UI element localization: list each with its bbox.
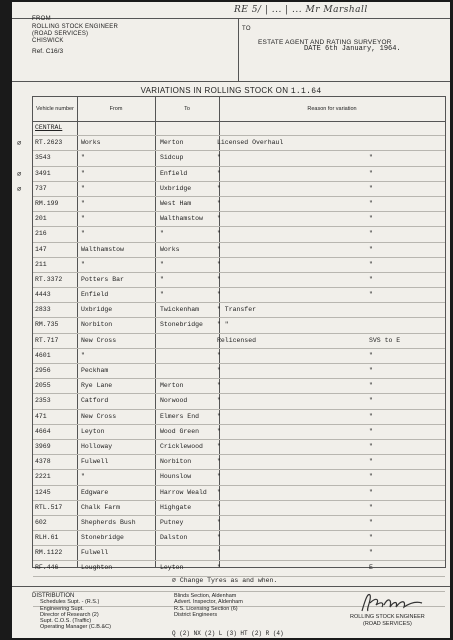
reason-extra: " [369, 199, 373, 207]
table-row [33, 303, 445, 318]
reason-extra: " [369, 397, 373, 405]
to-garage: West Ham [160, 199, 192, 207]
from-garage: Catford [81, 397, 109, 405]
reason-extra: " [369, 230, 373, 238]
to-label: TO [242, 26, 251, 32]
from-garage: Shepherds Bush [81, 518, 136, 526]
from-garage: Norbiton [81, 321, 113, 329]
reason-extra: " [369, 473, 373, 481]
from-garage: New Cross [81, 412, 117, 420]
vehicle-number: 201 [35, 215, 47, 223]
from-line: CHISWICK [32, 38, 64, 44]
vehicle-number: 3969 [35, 442, 51, 450]
table-row [33, 410, 445, 425]
signatory-line: (ROAD SERVICES) [362, 620, 412, 627]
vehicle-number: CENTRAL [35, 124, 63, 131]
reason-extra: " [369, 367, 373, 374]
from-garage: " [81, 473, 85, 481]
from-line: ROLLING STOCK ENGINEER [32, 24, 118, 30]
to-garage: Elmers End [160, 412, 200, 420]
distribution-item: Operating Manager (C.B.&C) [40, 624, 111, 631]
distribution-item: Supt. C.O.S. (Traffic) [40, 618, 92, 625]
table-row [33, 258, 445, 273]
from-address [32, 24, 118, 45]
from-garage: Holloway [81, 442, 113, 450]
signatory [350, 614, 425, 627]
reason-cell: " [217, 291, 221, 299]
reason-extra: " [369, 534, 373, 542]
from-garage: Fulwell [81, 458, 109, 466]
to-garage: Enfield [160, 169, 188, 177]
table-row [33, 288, 445, 303]
vehicle-number: 4664 [35, 427, 51, 435]
vehicle-number: RM.1122 [35, 549, 63, 557]
from-garage: " [81, 199, 85, 207]
distribution-item: Blinds Section, Aldenham [174, 593, 237, 599]
table-row [33, 561, 445, 576]
reason-cell: " [217, 549, 221, 557]
reason-extra: " [369, 351, 373, 359]
to-garage: Putney [160, 518, 184, 526]
to-garage: " [160, 291, 164, 299]
vehicle-number: 1245 [35, 488, 51, 496]
from-garage: " [81, 230, 85, 238]
reason-extra: " [369, 412, 373, 420]
reason-extra: " [369, 503, 373, 511]
table-row [33, 531, 445, 546]
reason-cell: " " [217, 321, 229, 329]
table-row [33, 273, 445, 288]
from-garage: New Cross [81, 336, 117, 344]
vehicle-number: 4378 [35, 458, 51, 466]
distribution-item: Director of Research (2) [40, 611, 99, 618]
to-garage: Highgate [160, 503, 192, 511]
reason-extra: E [369, 564, 373, 572]
distribution-item: Engineering Supt. [40, 605, 84, 612]
col-header-to: To [184, 106, 190, 112]
to-garage: Dalston [160, 534, 188, 542]
table-row [33, 425, 445, 440]
reason-cell: " Transfer [217, 306, 257, 314]
table-row [33, 486, 445, 501]
reason-extra: " [369, 518, 373, 526]
vehicle-number: 2055 [35, 382, 51, 390]
reason-extra: " [369, 442, 373, 450]
table-row [33, 212, 445, 227]
reason-extra: " [369, 215, 373, 223]
table-row [33, 455, 445, 470]
distribution-list-right [174, 593, 243, 618]
from-garage: " [81, 154, 85, 162]
to-garage: Sidcup [160, 154, 184, 162]
vehicle-number: 471 [35, 412, 47, 420]
table-row [33, 334, 445, 349]
from-garage: Stonebridge [81, 534, 124, 542]
reason-cell: " [217, 275, 221, 283]
header-divider [238, 19, 239, 81]
from-garage: Chalk Farm [81, 503, 121, 511]
reason-extra: " [369, 488, 373, 496]
to-garage: Walthamstow [160, 215, 203, 223]
footnote: ∅ Change Tyres as and when. [172, 577, 278, 584]
table-row [33, 243, 445, 258]
to-garage: Uxbridge [160, 184, 192, 192]
from-garage: Potters Bar [81, 275, 124, 283]
from-label: FROM [32, 16, 51, 22]
reason-cell: " [217, 184, 221, 192]
vehicle-number: RF.446 [35, 564, 59, 572]
reason-extra: " [369, 427, 373, 435]
vehicle-number: 2956 [35, 367, 51, 374]
reason-extra: " [369, 245, 373, 253]
vehicle-number: 2221 [35, 473, 51, 481]
table-row [33, 197, 445, 212]
to-garage: Leyton [160, 564, 184, 572]
to-garage: Cricklewood [160, 442, 203, 450]
memo-sheet [12, 2, 450, 638]
reason-cell: " [217, 351, 221, 359]
table-row [33, 227, 445, 242]
reason-cell: " [217, 564, 221, 572]
memo-date: DATE 6th January, 1964. [304, 45, 401, 53]
reason-cell: " [217, 534, 221, 542]
to-garage: " [160, 260, 164, 268]
reason-cell: " [217, 473, 221, 481]
to-garage: " [160, 230, 164, 238]
table-row [33, 440, 445, 455]
to-garage: Harrow Weald [160, 488, 207, 496]
to-garage: Works [160, 245, 180, 253]
to-garage: Stonebridge [160, 321, 203, 329]
reason-cell: Relicensed [217, 336, 257, 344]
from-garage: " [81, 215, 85, 223]
vehicle-number: 147 [35, 245, 47, 253]
reason-cell: " [217, 412, 221, 420]
vehicle-number: 3491 [35, 169, 51, 177]
col-header-vehicle: Vehicle number [36, 106, 74, 112]
to-garage: Hounslow [160, 473, 192, 481]
reason-extra: " [369, 154, 373, 162]
reason-cell: " [217, 245, 221, 253]
reason-extra: " [369, 260, 373, 268]
reason-cell: " [217, 154, 221, 162]
from-line: (ROAD SERVICES) [32, 31, 89, 37]
reason-cell: " [217, 442, 221, 450]
table-row [17, 136, 445, 151]
from-garage: Uxbridge [81, 306, 113, 314]
reason-cell: " [217, 518, 221, 526]
reason-cell: " [217, 230, 221, 238]
distribution-item: Schedules Supt. - (R.S.) [40, 599, 100, 606]
table-row [33, 546, 445, 561]
from-garage: " [81, 169, 85, 177]
table-row [33, 151, 445, 166]
reason-extra: SVS to E [369, 336, 401, 344]
reference: Ref. C16/3 [32, 48, 64, 55]
to-garage: " [160, 275, 164, 283]
reason-extra: " [369, 169, 373, 177]
to-garage: Norwood [160, 397, 188, 405]
reason-cell: " [217, 260, 221, 268]
reason-extra: " [369, 275, 373, 283]
from-garage: " [81, 184, 85, 192]
table-row [17, 182, 445, 197]
reason-extra: " [369, 382, 373, 390]
from-garage: Rye Lane [81, 382, 113, 390]
reason-cell: " [217, 169, 221, 177]
vehicle-number: 737 [35, 184, 47, 192]
distribution-codes: Q (2) NX (2) L (3) HT (2) R (4) [172, 630, 284, 637]
table-row [33, 394, 445, 409]
distribution-item: District Engineers [174, 611, 218, 618]
vehicle-number: RT.3372 [35, 275, 63, 283]
reason-cell: " [217, 458, 221, 466]
title-text: VARIATIONS IN ROLLING STOCK ON [140, 86, 289, 95]
from-garage: Edgware [81, 488, 109, 496]
from-garage: Enfield [81, 291, 109, 299]
from-garage: Loughton [81, 564, 113, 572]
distribution-item: Advert. Inspector, Aldenham [174, 599, 243, 606]
distribution-list-left [32, 593, 111, 631]
from-garage: " [81, 351, 85, 359]
title-date: 1.1.64 [290, 87, 322, 96]
document-title [12, 86, 450, 96]
table-row [33, 318, 445, 333]
row-marker: ∅ [17, 185, 22, 194]
vehicle-number: 2353 [35, 397, 51, 405]
vehicle-number: 4601 [35, 351, 51, 359]
reason-cell: " [217, 397, 221, 405]
vehicle-number: RT.2623 [35, 139, 63, 147]
reason-cell: " [217, 367, 221, 374]
reason-extra: " [369, 291, 373, 299]
signature-mark [358, 591, 438, 615]
to-garage: Wood Green [160, 427, 200, 435]
vehicle-number: RM.199 [35, 199, 59, 207]
to-garage: Norbiton [160, 458, 192, 466]
from-garage: Fulwell [81, 549, 109, 557]
reason-cell: " [217, 215, 221, 223]
table-body [17, 121, 445, 607]
row-marker: ∅ [17, 140, 22, 149]
reason-extra: " [369, 549, 373, 557]
vehicle-number: RLH.61 [35, 534, 59, 542]
table-header [33, 97, 445, 122]
variations-table [17, 96, 446, 572]
col-header-reason: Reason for variation [307, 106, 357, 112]
reason-cell: " [217, 427, 221, 435]
vehicle-number: 211 [35, 260, 47, 268]
table-row [33, 501, 445, 516]
table-row [33, 379, 445, 394]
to-garage: Merton [160, 382, 184, 390]
table-row [33, 349, 445, 364]
reason-cell: Licensed Overhaul [217, 139, 284, 147]
col-header-from: From [109, 106, 123, 112]
reason-cell: " [217, 503, 221, 511]
from-garage: Peckham [81, 367, 109, 374]
vehicle-number: RT.717 [35, 336, 59, 344]
distribution-label: DISTRIBUTION [32, 593, 75, 599]
vehicle-number: 216 [35, 230, 47, 238]
table-row [33, 470, 445, 485]
reason-cell: " [217, 488, 221, 496]
from-garage: Works [81, 139, 101, 147]
reason-cell: " [217, 199, 221, 207]
to-garage: Merton [160, 139, 184, 147]
vehicle-number: RTL.517 [35, 503, 63, 511]
signatory-line: ROLLING STOCK ENGINEER [350, 614, 425, 620]
to-garage: Twickenham [160, 306, 200, 314]
table-row [17, 167, 445, 182]
row-marker: ∅ [17, 170, 22, 179]
from-garage: Walthamstow [81, 245, 124, 253]
table-row [33, 516, 445, 531]
from-garage: Leyton [81, 427, 105, 435]
vehicle-number: 602 [35, 518, 47, 526]
table-row [33, 364, 445, 379]
to-recipient: ESTATE AGENT AND RATING SURVEYOR [258, 39, 392, 46]
distribution-item: R.S. Licensing Section (6) [174, 605, 238, 612]
table-row [33, 121, 445, 136]
from-garage: " [81, 260, 85, 268]
handwritten-annotation: RE 5/ | ... | ... Mr Marshall [234, 5, 368, 15]
vehicle-number: 2833 [35, 306, 51, 314]
vehicle-number: 3543 [35, 154, 51, 162]
reason-extra: " [369, 184, 373, 192]
vehicle-number: 4443 [35, 291, 51, 299]
vehicle-number: RM.735 [35, 321, 59, 329]
reason-cell: " [217, 382, 221, 390]
reason-extra: " [369, 458, 373, 466]
